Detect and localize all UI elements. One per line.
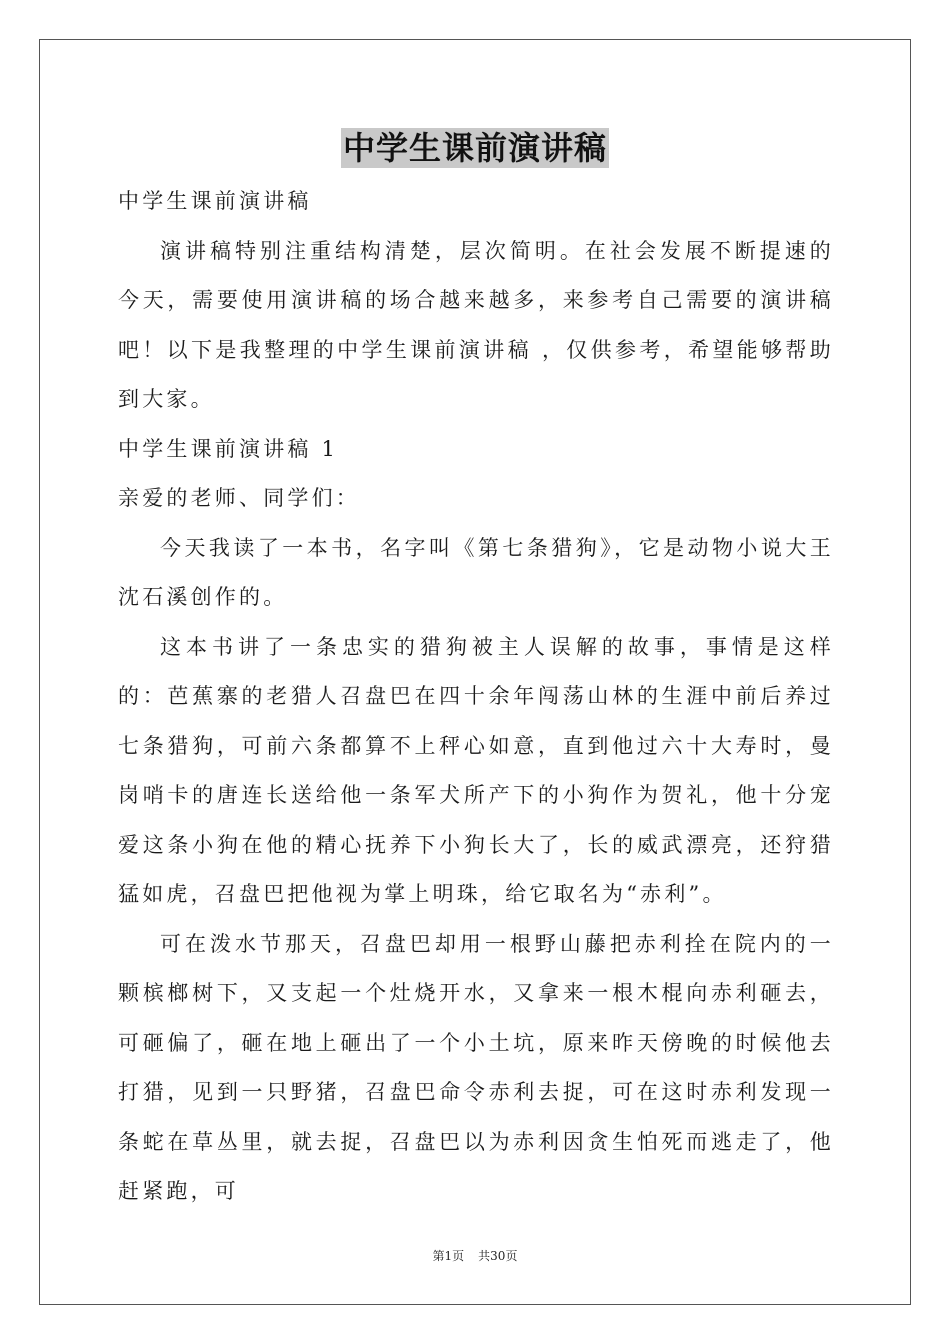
paragraph: 中学生课前演讲稿 <box>118 189 312 213</box>
page-number: 第1页 <box>432 1249 465 1263</box>
document-body <box>118 177 834 1217</box>
paragraph: 亲爱的老师、同学们： <box>118 486 360 510</box>
paragraph: 今天我读了一本书，名字叫《第七条猎狗》，它是动物小说大王沈石溪创作的。 <box>118 535 834 609</box>
paragraph: 这本书讲了一条忠实的猎狗被主人误解的故事，事情是这样的：芭蕉寨的老猎人召盘巴在四十余年闯荡山林的生涯中前后养过七条猎狗，可前六条都算不上秤心如意，直到他过六十大寿时，曼岗哨卡的唐连长送给他一条军犬所产下的小狗作为贺礼，他十分宠爱这条小狗在他的精心抚养下小狗长大了，长的威武漂亮，还狩猎猛如虎，召盘巴把他视为掌上明珠，给它取名为“赤利”。 <box>118 634 834 906</box>
page-footer <box>0 1247 950 1264</box>
paragraph: 可在泼水节那天，召盘巴却用一根野山藤把赤利拴在院内的一颗槟榔树下，又支起一个灶烧开水，又拿来一根木棍向赤利砸去，可砸偏了，砸在地上砸出了一个小土坑，原来昨天傍晚的时候他去打猎，见到一只野猪，召盘巴命令赤利去捉，可在这时赤利发现一条蛇在草丛里，就去捉，召盘巴以为赤利因贪生怕死而逃走了，他赶紧跑，可 <box>118 931 834 1203</box>
title-wrap <box>0 128 950 168</box>
paragraph: 中学生课前演讲稿 1 <box>118 436 339 461</box>
document-title: 中学生课前演讲稿 <box>342 129 607 167</box>
page-total: 共30页 <box>478 1249 518 1263</box>
paragraph: 演讲稿特别注重结构清楚，层次简明。在社会发展不断提速的今天，需要使用演讲稿的场合越来越多，来参考自己需要的演讲稿吧！以下是我整理的中学生课前演讲稿 ，仅供参考，希望能够帮助到大家。 <box>118 238 834 411</box>
